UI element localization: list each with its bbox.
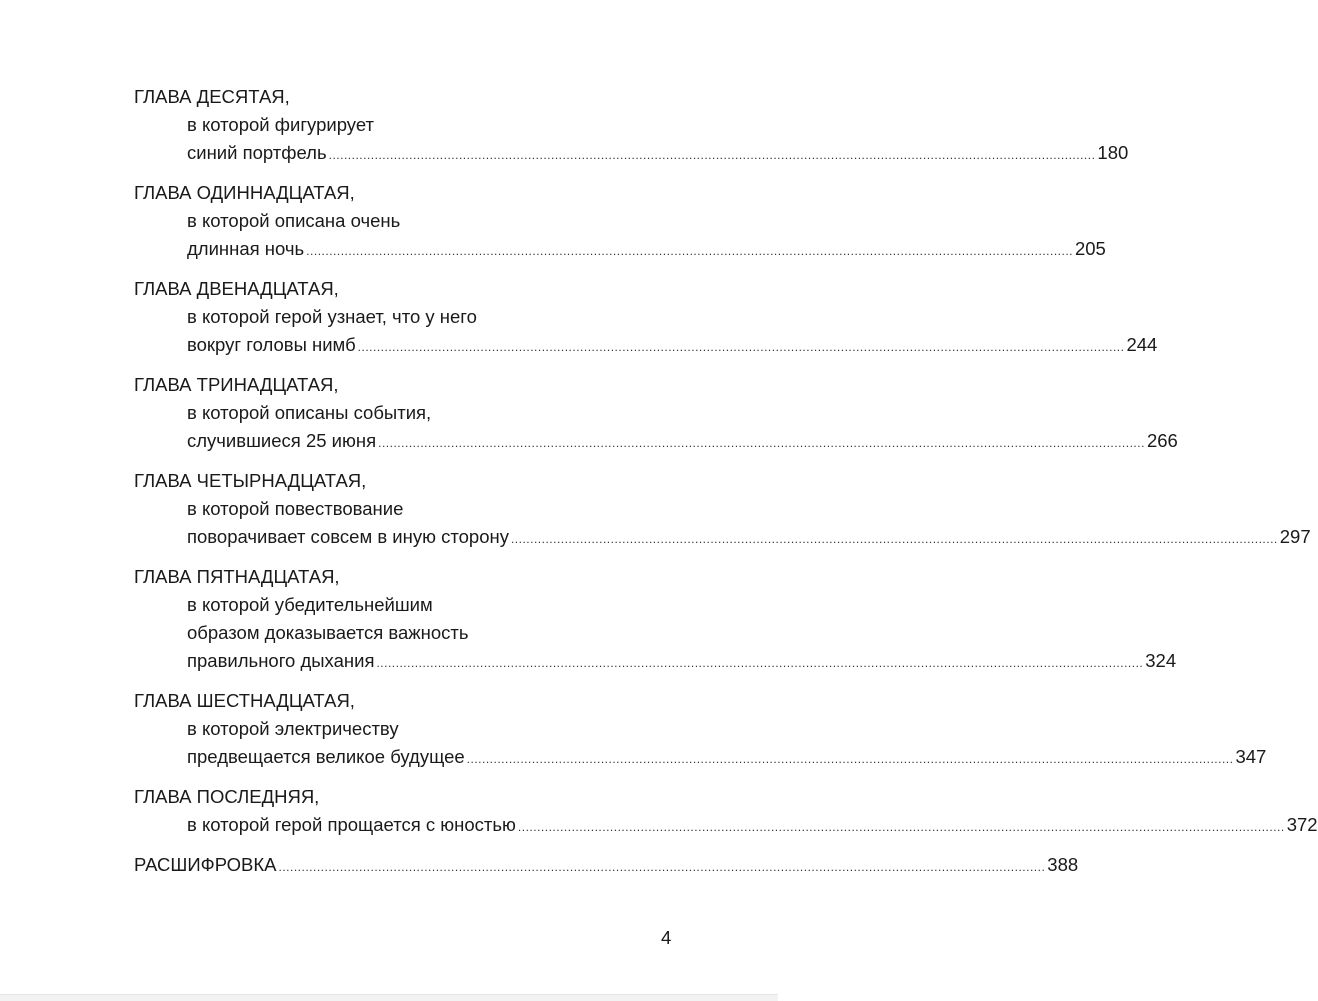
dot-leader: ........................................................................................................................................................................................................ bbox=[357, 340, 1125, 354]
chapter-title: ГЛАВА ТРИНАДЦАТАЯ, bbox=[134, 374, 339, 395]
leader-line bbox=[187, 647, 1177, 677]
subtitle-last-line: предвещается великое будущее bbox=[187, 746, 465, 767]
appendix-title: РАСШИФРОВКА bbox=[134, 854, 277, 875]
dot-leader: ........................................................................................................................................................................................................ bbox=[378, 436, 1145, 450]
leader-line bbox=[187, 427, 1178, 457]
dot-leader: ........................................................................................................................................................................................................ bbox=[328, 148, 1096, 162]
chapter-subtitle bbox=[134, 207, 1106, 265]
chapter-subtitle bbox=[134, 303, 1158, 361]
subtitle-last-line: длинная ночь bbox=[187, 238, 305, 259]
chapter-subtitle bbox=[134, 715, 1267, 773]
subtitle-last-line: правильного дыхания bbox=[187, 650, 375, 671]
leader-line bbox=[187, 743, 1267, 773]
page-number: 372 bbox=[1286, 814, 1318, 835]
subtitle-line: в которой убедительнейшим bbox=[187, 594, 433, 615]
toc-entry bbox=[134, 275, 1158, 361]
leader-line bbox=[187, 331, 1158, 361]
chapter-title: ГЛАВА ДЕСЯТАЯ, bbox=[134, 86, 290, 107]
leader-line bbox=[187, 235, 1106, 265]
toc-entry bbox=[134, 83, 1129, 169]
subtitle-line: в которой герой узнает, что у него bbox=[187, 306, 477, 327]
subtitle-last-line: вокруг головы нимб bbox=[187, 334, 356, 355]
subtitle-last-line: случившиеся 25 июня bbox=[187, 430, 377, 451]
subtitle-line: в которой повествование bbox=[187, 498, 404, 519]
page-folio-number: 4 bbox=[661, 927, 672, 948]
subtitle-line: в которой фигурирует bbox=[187, 114, 374, 135]
page-number: 266 bbox=[1146, 430, 1178, 451]
chapter-title: ГЛАВА ЧЕТЫРНАДЦАТАЯ, bbox=[134, 470, 367, 491]
dot-leader: ........................................................................................................................................................................................................ bbox=[376, 656, 1144, 670]
subtitle-line: в которой электричеству bbox=[187, 718, 399, 739]
chapter-title: ГЛАВА ОДИННАДЦАТАЯ, bbox=[134, 182, 355, 203]
subtitle-last-line: поворачивает совсем в иную сторону bbox=[187, 526, 509, 547]
toc-entry bbox=[134, 371, 1178, 457]
page-number: 388 bbox=[1047, 854, 1079, 875]
toc-entry bbox=[134, 563, 1177, 677]
chapter-subtitle bbox=[134, 591, 1177, 677]
chapter-title: ГЛАВА ПОСЛЕДНЯЯ, bbox=[134, 786, 320, 807]
subtitle-line: в которой описаны события, bbox=[187, 402, 432, 423]
page-number: 324 bbox=[1145, 650, 1177, 671]
subtitle-last-line: в которой герой прощается с юностью bbox=[187, 814, 516, 835]
subtitle-last-line: синий портфель bbox=[187, 142, 327, 163]
dot-leader: ........................................................................................................................................................................................................ bbox=[278, 860, 1046, 874]
chapter-subtitle bbox=[134, 811, 1318, 841]
toc-entry-appendix bbox=[134, 851, 1079, 881]
dot-leader: ........................................................................................................................................................................................................ bbox=[517, 820, 1285, 834]
toc-entry bbox=[134, 783, 1318, 841]
chapter-subtitle bbox=[134, 495, 1311, 553]
page-number: 297 bbox=[1279, 526, 1311, 547]
toc-entry bbox=[134, 687, 1267, 773]
leader-line bbox=[187, 139, 1129, 169]
toc-entry bbox=[134, 467, 1311, 553]
subtitle-line: образом доказывается важность bbox=[187, 622, 469, 643]
dot-leader: ........................................................................................................................................................................................................ bbox=[306, 244, 1073, 258]
chapter-title: ГЛАВА ДВЕНАДЦАТАЯ, bbox=[134, 278, 339, 299]
page-number: 180 bbox=[1097, 142, 1129, 163]
chapter-subtitle bbox=[134, 399, 1178, 457]
page-bottom-edge bbox=[0, 994, 778, 1001]
subtitle-line: в которой описана очень bbox=[187, 210, 401, 231]
page-number: 244 bbox=[1126, 334, 1158, 355]
toc-entry bbox=[134, 179, 1106, 265]
leader-line bbox=[187, 811, 1318, 841]
dot-leader: ........................................................................................................................................................................................................ bbox=[510, 532, 1278, 546]
table-of-contents bbox=[134, 83, 1318, 891]
chapter-subtitle bbox=[134, 111, 1129, 169]
leader-line bbox=[187, 523, 1311, 553]
page-number: 347 bbox=[1235, 746, 1267, 767]
page-number: 205 bbox=[1074, 238, 1106, 259]
chapter-title: ГЛАВА ШЕСТНАДЦАТАЯ, bbox=[134, 690, 355, 711]
chapter-title: ГЛАВА ПЯТНАДЦАТАЯ, bbox=[134, 566, 340, 587]
dot-leader: ........................................................................................................................................................................................................ bbox=[466, 752, 1234, 766]
leader-line bbox=[134, 851, 1079, 881]
